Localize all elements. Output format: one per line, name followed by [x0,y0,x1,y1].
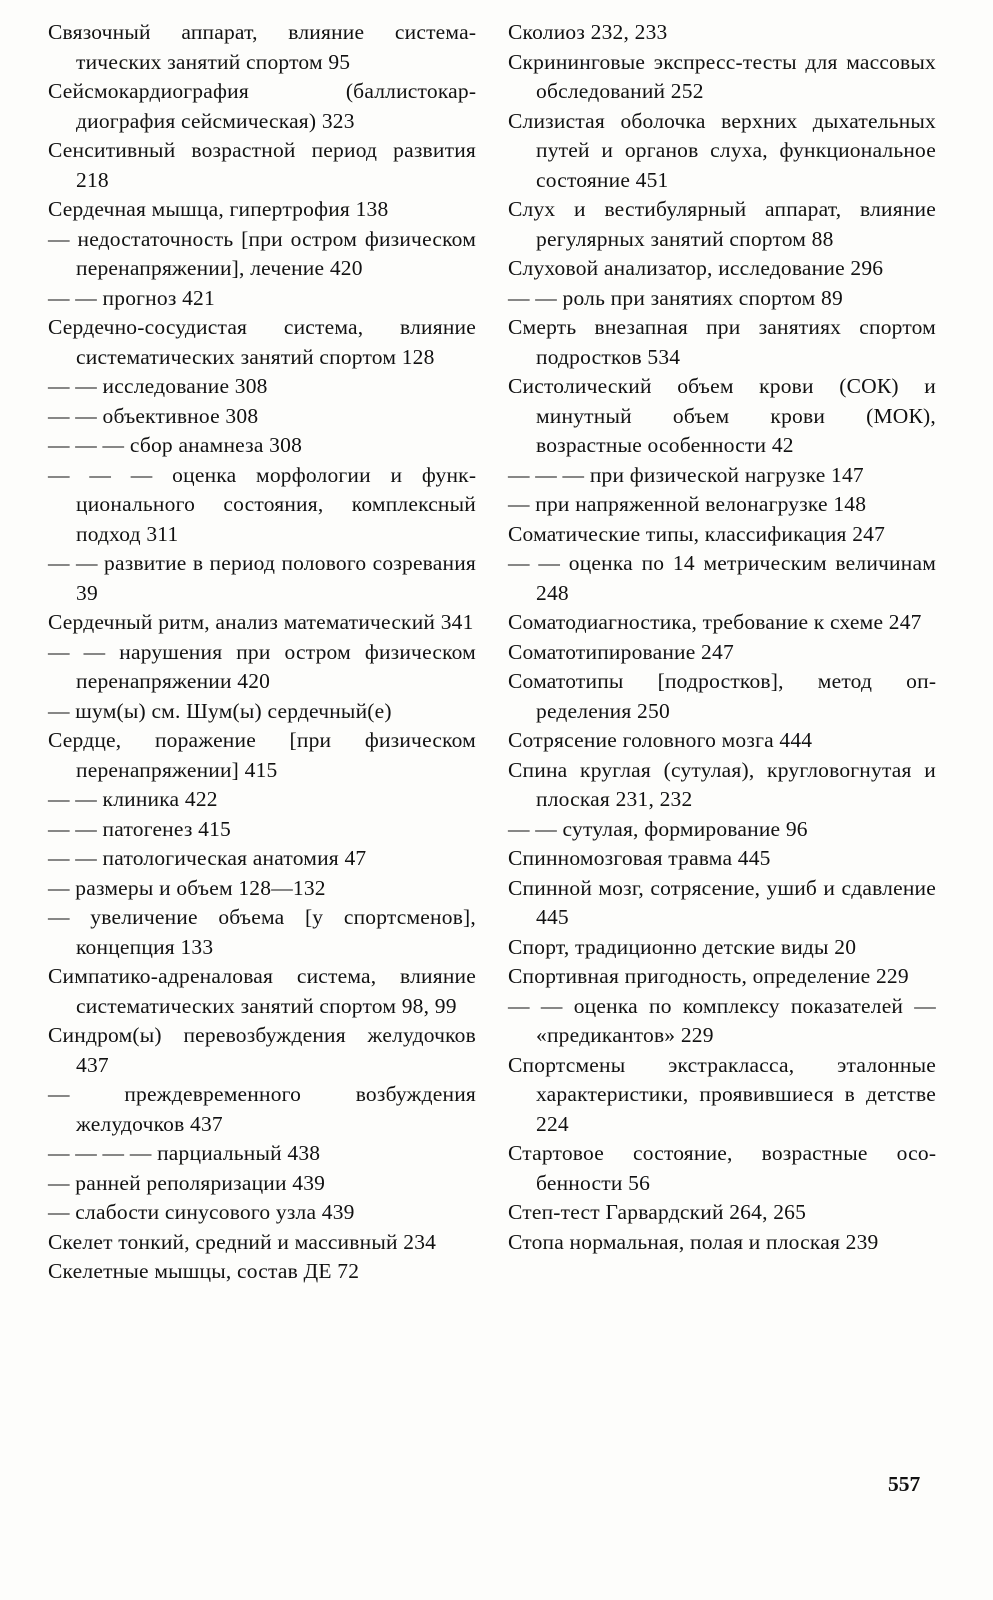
index-entry: Сенситивный возрастной период развития 218 [48,138,476,192]
index-entry: Смерть внезапная при занятиях спортом подростков 534 [508,315,936,369]
index-entry: Систолический объем крови (СОК) и минутный объем крови (МОК), возрастные особенности 42 [508,374,936,457]
index-entry: Синдром(ы) перевозбуждения желудочков 437 [48,1023,476,1077]
index-entry: Сердечно-сосудистая система, влияние систематических занятий спортом 128 [48,315,476,369]
index-entry: — — — сбор анамнеза 308 [48,433,303,457]
index-entry: — — нарушения при остром физическом перенапряжении 420 [48,639,476,693]
index-entry: Сердце, поражение [при физическом перенапряжении] 415 [48,728,476,782]
index-entry: Слуховой анализатор, исследование 296 [508,256,884,280]
index-column-right [508,18,936,1257]
index-entry: — при напряженной велонагрузке 148 [508,492,867,516]
index-entry: — — патологическая анатомия 47 [48,846,367,870]
index-entry: — шум(ы) см. Шум(ы) сердечный(е) [48,698,392,723]
index-entry: Соматотипирование 247 [508,639,734,664]
index-entry: Слизистая оболочка верхних дыхательных путей и органов слуха, функциональное состояние 451 [508,108,936,192]
index-entry: Сотрясение головного мозга 444 [508,728,813,752]
index-column-left [48,18,476,1287]
index-entry: Симпатико-адреналовая система, влияние систематических занятий спортом 98, 99 [48,964,476,1018]
index-entry: — слабости синусового узла 439 [48,1200,355,1224]
index-entry: — — прогноз 421 [48,285,215,310]
index-entry: Стартовое состояние, возрастные особенности 56 [508,1141,936,1195]
index-entry: — — роль при занятиях спортом 89 [508,285,843,310]
index-entry: — ранней реполяризации 439 [48,1170,326,1195]
index-entry: Соматотипы [подростков], метод определения 250 [508,669,936,723]
index-entry: Соматодиагностика, требование к схеме 247 [508,610,922,634]
index-entry: — — оценка по комплексу показателей — «предикантов» 229 [508,993,936,1047]
index-entry: — преждевременного возбуждения желудочков 437 [48,1082,476,1136]
index-entry: — — клиника 422 [48,787,218,811]
index-entry: — размеры и объем 128—132 [48,875,326,900]
index-entry: Скелетные мышцы, состав ДЕ 72 [48,1259,360,1283]
index-entry: — — объективное 308 [48,403,259,428]
index-entry: — — — — парциальный 438 [48,1141,321,1165]
index-entry: Сейсмокардиография (баллистокардиография сейсмическая) 323 [48,79,476,133]
index-entry: — недостаточность [при остром физическом перенапряжении], лечение 420 [48,226,476,280]
index-entry: Спортивная пригодность, определение 229 [508,964,909,988]
index-entry: Сердечная мышца, гипертрофия 138 [48,197,389,221]
index-entry: Спинномозговая травма 445 [508,846,771,870]
index-entry: Стопа нормальная, полая и плоская 239 [508,1229,879,1254]
index-entry: Степ-тест Гарвардский 264, 265 [508,1200,807,1224]
index-entry: Спина круглая (сутулая), кругловогнутая и плоская 231, 232 [508,757,936,811]
index-entry: Слух и вестибулярный аппарат, влияние регулярных занятий спортом 88 [508,197,936,251]
index-entry: Спинной мозг, сотрясение, ушиб и сдавление 445 [508,875,936,929]
index-entry: Сколиоз 232, 233 [508,20,668,44]
index-entry: — — патогенез 415 [48,816,232,841]
index-entry: Связочный аппарат, влияние систематических занятий спортом 95 [48,20,476,74]
index-entry: — — сутулая, формирование 96 [508,816,808,841]
index-entry: — — — при физической нагрузке 147 [508,462,864,487]
index-entry: Спортсмены экстракласса, эталонные характеристики, проявившиеся в детстве 224 [508,1052,936,1136]
index-entry: — — исследование 308 [48,374,268,398]
index-entry: — — — оценка морфологии и функционального состояния, комплексный подход 311 [48,462,476,546]
index-entry: Скелет тонкий, средний и массивный 234 [48,1229,437,1254]
index-entry: Сердечный ритм, анализ математический 341 [48,610,474,634]
index-entry: — — развитие в период полового созревания 39 [48,551,476,605]
page-number: 557 [888,1472,921,1496]
index-entry: — увеличение объема [у спортсменов], концепция 133 [48,905,476,959]
index-entry: Соматические типы, классификация 247 [508,521,886,546]
index-entry: Спорт, традиционно детские виды 20 [508,934,857,959]
index-entry: Скрининговые экспресс-тесты для массовых обследований 252 [508,49,936,103]
index-entry: — — оценка по 14 метрическим величинам 248 [508,551,936,605]
